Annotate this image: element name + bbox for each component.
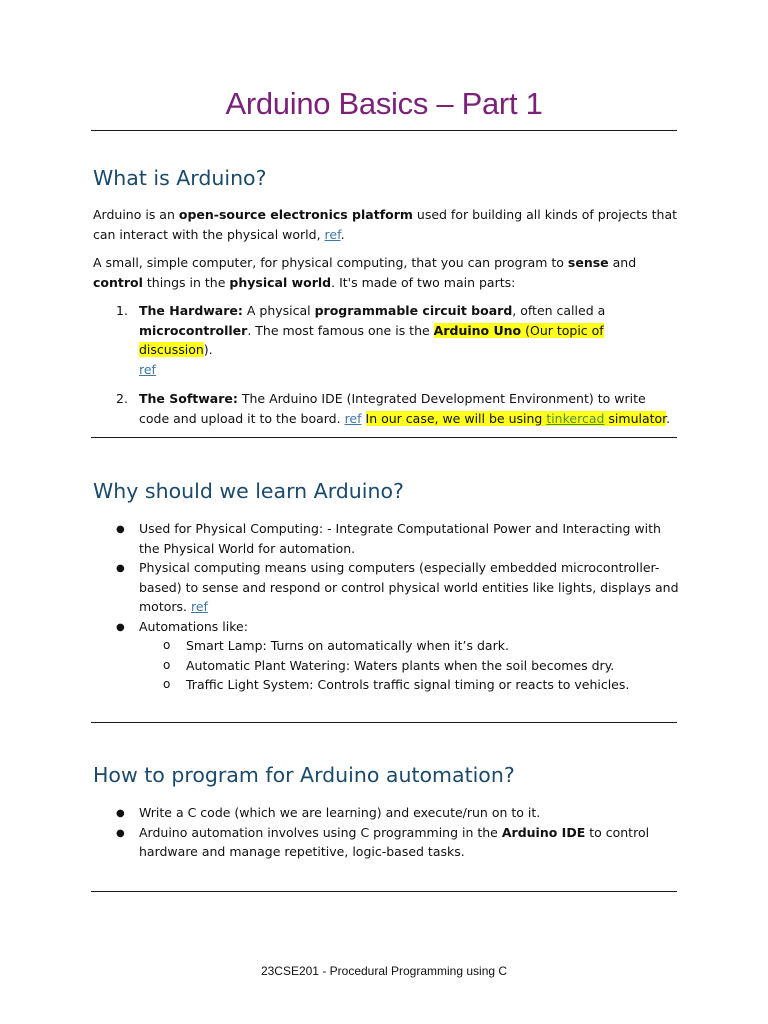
text: things in the (142, 274, 230, 290)
list-item-text: Write a C code (which we are learning) and execute/run on to it. (139, 805, 541, 820)
bold-text: programmable circuit board (314, 303, 513, 318)
text: to control hardware and manage repetitive, logic-based tasks. (139, 824, 650, 859)
numbered-list (0, 301, 768, 428)
text: . (340, 226, 345, 242)
bold-text: Arduino IDE (501, 824, 586, 840)
list-item (0, 617, 768, 637)
list-item (0, 803, 768, 823)
section-heading-what-is-arduino: What is Arduino? (93, 166, 267, 190)
highlight (366, 411, 667, 426)
tinkercad-link[interactable]: tinkercad (546, 410, 605, 426)
ref-link[interactable]: ref (190, 599, 208, 614)
divider (91, 437, 677, 438)
page-footer: 23CSE201 - Procedural Programming using C (260, 964, 508, 978)
divider (91, 722, 677, 723)
bullet-icon: ● (116, 621, 125, 633)
bullet-icon: ● (116, 827, 125, 839)
text: A physical (242, 303, 315, 318)
list-item (0, 558, 768, 617)
divider (91, 891, 677, 892)
circle-bullet-icon: o (163, 677, 171, 691)
page-title: Arduino Basics – Part 1 (225, 86, 543, 121)
ref-link[interactable]: ref (139, 361, 156, 377)
bullet-icon: ● (116, 563, 125, 574)
paragraph-description (93, 253, 683, 292)
text: . The most famous one is the (247, 322, 434, 338)
list-item-text: Automations like: (139, 618, 248, 634)
list-item-text (139, 301, 679, 379)
text: In our case, we will be using (365, 410, 547, 426)
paragraph-intro (93, 205, 683, 244)
text: Physical computing means using computers (especially embedded microcontroller-based) to sense and respond or control physical world entities like lights, displays and motors. (139, 560, 679, 614)
bold-text: control (93, 274, 143, 290)
bold-text: The Software: (139, 391, 238, 406)
section-heading-how-to-program: How to program for Arduino automation? (93, 763, 515, 787)
text: ). (203, 342, 213, 357)
text: . It's made of two main parts: (331, 274, 516, 290)
ref-link[interactable]: ref (344, 410, 362, 426)
list-item (0, 301, 768, 379)
bullet-icon: ● (116, 808, 125, 819)
sub-list-item (0, 675, 768, 695)
bold-text: The Hardware: (139, 303, 243, 318)
text: . (666, 410, 671, 426)
sub-list-item-text: Automatic Plant Watering: Waters plants when the soil becomes dry. (186, 657, 615, 673)
bullet-list (0, 803, 768, 862)
sub-list-item (0, 636, 768, 656)
sub-list-item-text: Smart Lamp: Turns on automatically when it’s dark. (186, 638, 509, 653)
text: A small, simple computer, for physical computing, that you can program to (93, 255, 568, 270)
bold-text: Arduino Uno (433, 322, 522, 338)
list-item (0, 519, 768, 558)
circle-bullet-icon: o (163, 657, 171, 672)
text: used for building all kinds of projects that can interact with the physical world, (93, 207, 678, 242)
bold-text: physical world (229, 274, 332, 290)
text: and (608, 255, 637, 270)
bullet-icon: ● (116, 524, 125, 535)
list-number: 1. (116, 303, 128, 318)
text: (Our topic of discussion (139, 322, 604, 357)
sub-list-item (0, 656, 768, 676)
bold-text: open-source electronics platform (178, 207, 413, 222)
divider (91, 130, 677, 131)
list-item-text: Used for Physical Computing: - Integrate Computational Power and Interacting with the Physical World for automation. (139, 521, 661, 556)
sub-list-item-text: Traffic Light System: Controls traffic signal timing or reacts to vehicles. (186, 677, 630, 692)
section-heading-why-learn-arduino: Why should we learn Arduino? (93, 479, 404, 503)
text: Arduino is an (93, 207, 179, 222)
list-number: 2. (116, 391, 128, 406)
text: simulator (604, 410, 667, 426)
ref-link[interactable]: ref (324, 226, 341, 242)
text: , often called a (512, 303, 606, 318)
list-item (0, 823, 768, 862)
list-item (0, 389, 768, 428)
bold-text: microcontroller (139, 322, 248, 338)
list-item-text (139, 823, 679, 862)
circle-bullet-icon: o (163, 638, 171, 652)
text: Arduino automation involves using C programming in the (139, 824, 502, 840)
list-item-text (139, 558, 679, 617)
bullet-list (0, 519, 768, 695)
list-item-text (139, 389, 679, 428)
text: The Arduino IDE (Integrated Development Environment) to write code and upload it to the board. (139, 391, 646, 426)
bold-text: sense (567, 255, 609, 270)
